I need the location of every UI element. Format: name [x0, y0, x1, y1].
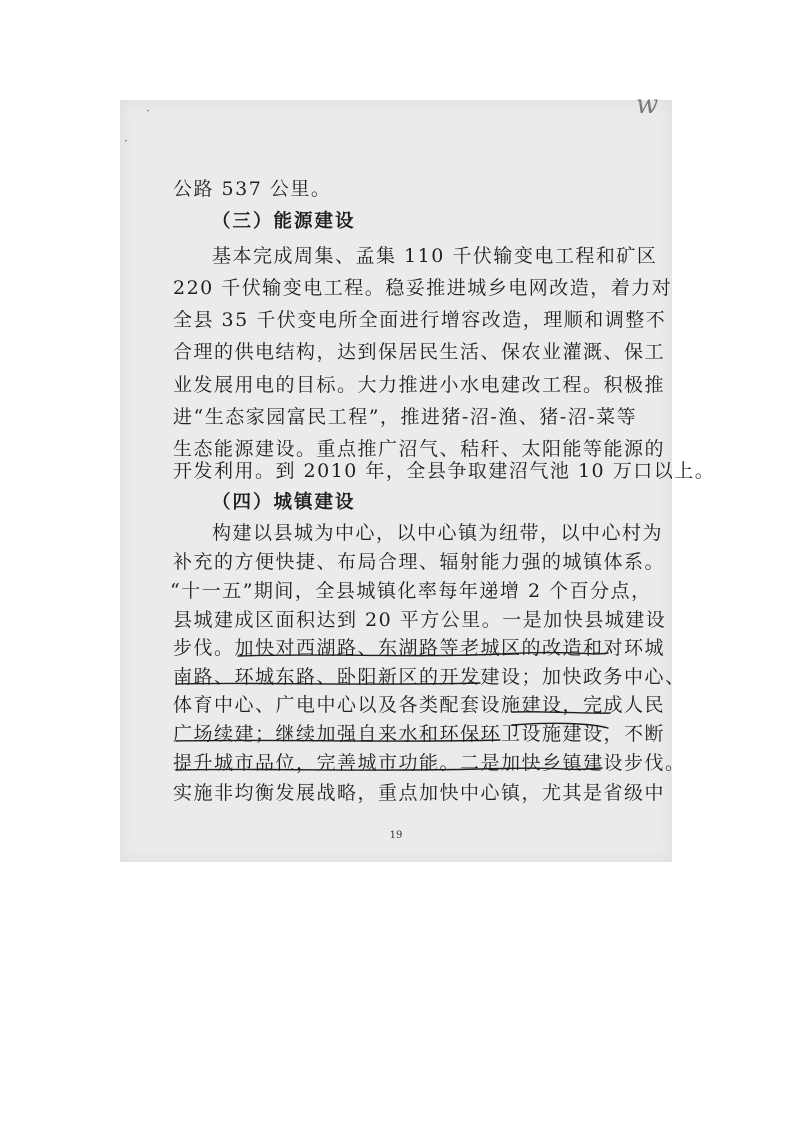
text-line-5: 全县 35 千伏变电所全面进行增容改造，理顺和调整不	[173, 309, 667, 331]
text-line-9: 生态能源建设。重点推广沼气、秸秆、太阳能等能源的	[173, 438, 666, 460]
text-line-14: “十一五”期间，全县城镇化率每年递增 2 个百分点，	[170, 580, 652, 602]
scanned-page	[120, 90, 716, 862]
text-line-20: 提升城市品位，完善城市功能。二是加快乡镇建设步伐。	[173, 752, 686, 774]
scan-speck: ·	[124, 134, 128, 148]
text-line-13: 补充的方便快捷、布局合理、辐射能力强的城镇体系。	[173, 551, 666, 573]
text-line-21: 实施非均衡发展战略，重点加快中心镇，尤其是省级中	[173, 782, 666, 804]
text-line-7: 业发展用电的目标。大力推进小水电建改工程。积极推	[173, 374, 666, 396]
text-line-17: 南路、环城东路、卧阳新区的开发建设；加快政务中心、	[173, 666, 686, 688]
text-line-18: 体育中心、广电中心以及各类配套设施建设，完成人民	[173, 694, 666, 716]
text-line-4: 220 千伏输变电工程。稳妥推进城乡电网改造，着力对	[173, 277, 673, 299]
text-line-15: 县城建成区面积达到 20 平方公里。一是加快县城建设	[173, 609, 667, 631]
text-line-12: 构建以县城为中心，以中心镇为纽带，以中心村为	[212, 522, 664, 544]
text-line-6: 合理的供电结构，达到保居民生活、保农业灌溉、保工	[173, 341, 666, 363]
text-line-16: 步伐。加快对西湖路、东湖路等老城区的改造和对环城	[173, 637, 666, 659]
page-number: 19	[389, 830, 403, 841]
text-line-10: 开发利用。到 2010 年，全县争取建沼气池 10 万口以上。	[173, 460, 716, 482]
text-line-8: 进“生态家园富民工程”，推进猪-沼-渔、猪-沼-菜等	[173, 406, 638, 428]
corner-handwritten-mark: w	[636, 90, 659, 120]
scan-speck: ·	[146, 104, 150, 118]
section-heading-urban: （四）城镇建设	[212, 492, 356, 513]
text-line-19: 广场续建；继续加强自来水和环保环卫设施建设，不断	[173, 723, 666, 745]
text-line-3: 基本完成周集、孟集 110 千伏输变电工程和矿区	[212, 245, 658, 267]
section-heading-energy: （三）能源建设	[212, 211, 356, 232]
text-line-1: 公路 537 公里。	[173, 178, 332, 200]
